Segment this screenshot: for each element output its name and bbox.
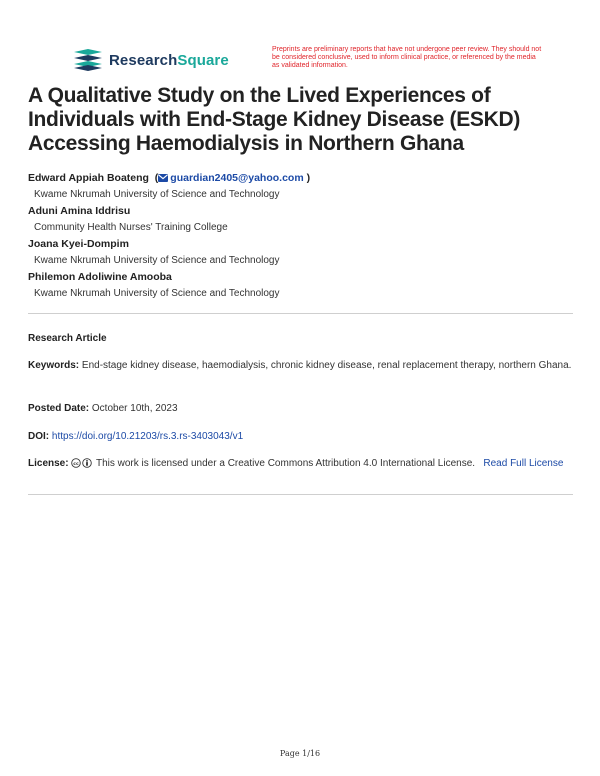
keywords-value: End-stage kidney disease, haemodialysis, chronic kidney disease, renal replacement therapy, northern Ghana. xyxy=(81,360,572,371)
preprint-disclaimer: Preprints are preliminary reports that have not undergone peer review. They should not be considered conclusive, used to inform clinical practice, or referenced by the media as validated information. xyxy=(272,46,542,69)
license-label: License: xyxy=(28,458,69,469)
author-affiliation: Kwame Nkrumah University of Science and Technology xyxy=(34,189,280,200)
attribution-icon xyxy=(82,458,92,468)
svg-text:cc: cc xyxy=(73,461,80,467)
posted-date-label: Posted Date: xyxy=(28,403,90,414)
posted-date xyxy=(28,401,573,416)
author-list xyxy=(28,170,573,302)
keywords xyxy=(28,358,573,373)
author-name-text: Edward Appiah Boateng xyxy=(28,172,149,184)
article-type-label: Research Article xyxy=(28,333,107,344)
author-name: Joana Kyei-Dompim xyxy=(28,238,129,250)
research-square-logo-icon xyxy=(74,49,102,71)
section-divider xyxy=(28,494,573,495)
article-type xyxy=(28,331,573,346)
author-name: Aduni Amina Iddrisu xyxy=(28,205,131,217)
doi xyxy=(28,429,573,444)
author-affiliation: Community Health Nurses' Training College xyxy=(34,222,228,233)
keywords-label: Keywords: xyxy=(28,360,80,371)
page-number: Page 1/16 xyxy=(279,749,321,758)
logo-word-square: Square xyxy=(177,51,229,69)
author-affiliation: Kwame Nkrumah University of Science and Technology xyxy=(34,255,280,266)
license-text: This work is licensed under a Creative Commons Attribution 4.0 International License. xyxy=(95,458,476,469)
logo-word-research: Research xyxy=(109,51,178,69)
read-full-license-link[interactable]: Read Full License xyxy=(483,458,564,469)
creative-commons-icon xyxy=(71,458,81,468)
author-name: Edward Appiah Boateng ( guardian2405@yahoo.com ) xyxy=(28,172,311,184)
paper-title: A Qualitative Study on the Lived Experiences of Individuals with End-Stage Kidney Disease (ESKD) Accessing Haemodialysis in Northern Ghana xyxy=(28,84,521,155)
author-name: Philemon Adoliwine Amooba xyxy=(28,271,172,283)
author-affiliation: Kwame Nkrumah University of Science and Technology xyxy=(34,288,280,299)
section-divider xyxy=(28,313,573,314)
license xyxy=(28,456,573,471)
author-email-link[interactable]: guardian2405@yahoo.com xyxy=(170,172,304,184)
doi-link[interactable]: https://doi.org/10.21203/rs.3.rs-3403043/v1 xyxy=(51,431,244,442)
logo-wordmark xyxy=(109,52,229,69)
doi-label: DOI: xyxy=(28,431,50,442)
posted-date-value: October 10th, 2023 xyxy=(91,403,178,414)
envelope-icon xyxy=(158,174,168,182)
research-square-logo[interactable] xyxy=(74,49,229,71)
